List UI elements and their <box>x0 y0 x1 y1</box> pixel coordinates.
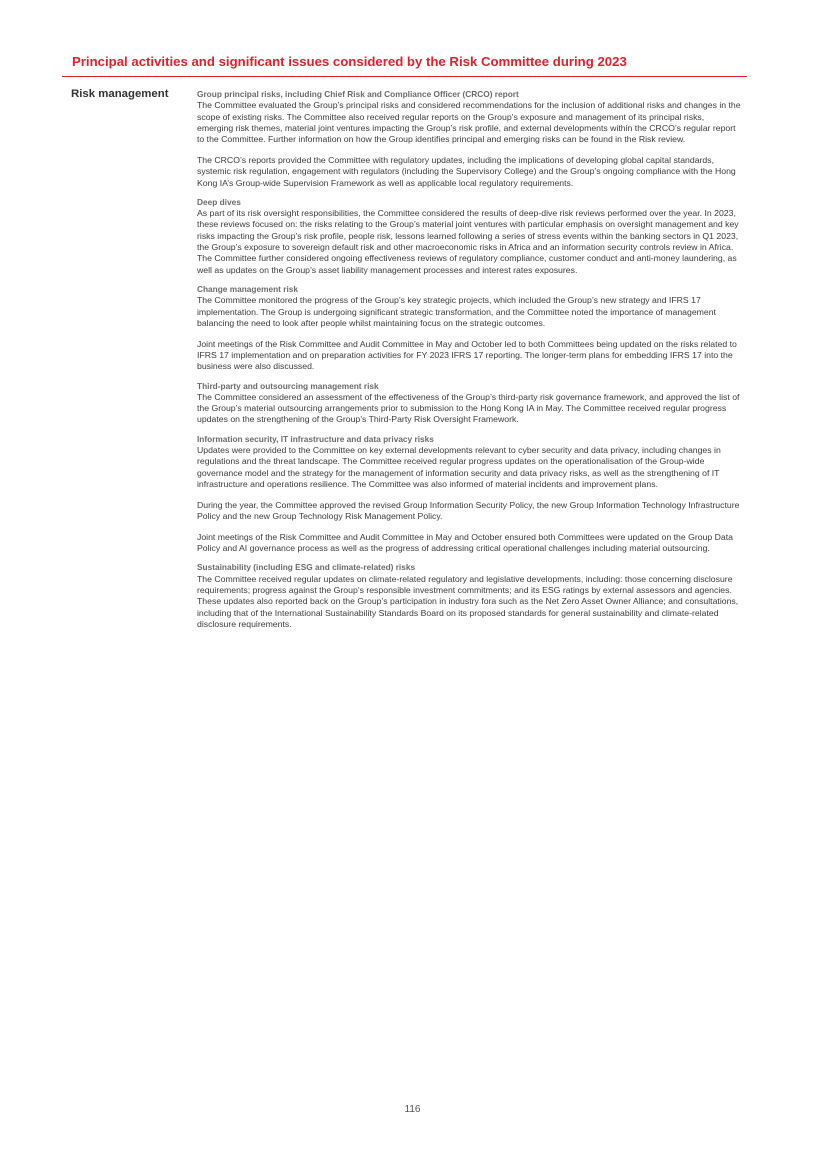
row-label-risk-management: Risk management <box>71 88 169 100</box>
section-information-security <box>197 434 742 555</box>
section-paragraph: Updates were provided to the Committee on key external developments relevant to cyber security and data privacy, including changes in regulations and the threat landscape. The Committee received regular progress updates on the operationalisation of the Group-wide governance model and the strategy for the management of information security and data privacy risks, as well as the strengthening of IT infrastructure and operations resilience. The Committee was also informed of material incidents and improvement plans. <box>197 445 721 489</box>
section-heading: Group principal risks, including Chief Risk and Compliance Officer (CRCO) report <box>197 89 519 99</box>
section-heading: Information security, IT infrastructure and data privacy risks <box>197 433 434 444</box>
title-divider <box>62 76 747 77</box>
section-paragraph: Joint meetings of the Risk Committee and Audit Committee in May and October ensured both Committees were updated on the Group Data Policy and AI governance process as well as the progress of addressing critical operational challenges including material outsourcing. <box>197 531 734 554</box>
section-paragraph: The Committee considered an assessment of the effectiveness of the Group’s third-party risk governance framework, and approved the list of the Group’s material outsourcing arrangements prior to submission to the Hong Kong IA in May. The Committee received regular progress updates on the strengthening of the Group’s Third-Party Risk Oversight Framework. <box>197 391 740 425</box>
section-heading: Third-party and outsourcing management risk <box>197 380 379 391</box>
section-paragraph: The CRCO’s reports provided the Committee with regulatory updates, including the implications of developing global capital standards, systemic risk regulation, engagement with regulators (including the Supervisory College) and the Group’s ongoing compliance with the Hong Kong IA’s Group-wide Supervision Framework as well as applicable local regulatory requirements. <box>197 154 736 188</box>
section-paragraph: Joint meetings of the Risk Committee and Audit Committee in May and October led to both Committees being updated on the risks related to IFRS 17 implementation and on preparation activities for FY 2023 IFRS 17 reporting. The longer-term plans for embedding IFRS 17 into the business were also discussed. <box>197 338 737 372</box>
section-paragraph: The Committee evaluated the Group’s principal risks and considered recommendations for the inclusion of additional risks and changes in the scope of existing risks. The Committee also received regular reports on the Group’s exposure and management of its principal risks, emerging risk themes, material joint ventures impacting the Group’s risk profile, and external developments within the CRCO’s regular report to the Committee. Further information on how the Group identifies principal and emerging risks can be found in the Risk review. <box>197 100 741 145</box>
section-change-management <box>197 284 742 373</box>
section-paragraph: The Committee monitored the progress of the Group’s key strategic projects, which included the Group’s new strategy and IFRS 17 implementation. The Group is undergoing significant strategic transformation, and the Committee noted the importance of management balancing the need to look after people whilst maintaining focus on the strategic outcomes. <box>197 295 716 328</box>
section-principal-risks <box>197 89 742 189</box>
content-column <box>197 89 742 638</box>
section-paragraph: As part of its risk oversight responsibilities, the Committee considered the results of deep-dive risk reviews performed over the year. In 2023, these reviews focused on: the risks relating to the Group’s material joint ventures with particular emphasis on oversight management and key risks impacting the Group’s risk profile, people risk, lessons learned following a series of stress events within the banking sectors in Q1 2023, the Group’s exposure to sovereign default risk and other macroeconomic risks in Africa and an information security controls review in Africa. The Committee further considered ongoing effectiveness reviews of regulatory compliance, customer conduct and anti-money laundering, as well as updates on the Group’s asset liability management processes and interest rates exposures. <box>197 208 739 275</box>
section-third-party <box>197 381 742 426</box>
section-heading: Sustainability (including ESG and climate-related) risks <box>197 562 416 573</box>
page-title: Principal activities and significant issues considered by the Risk Committee during 2023 <box>72 54 627 69</box>
page-number: 116 <box>404 1104 421 1115</box>
section-heading: Deep dives <box>197 196 241 207</box>
section-heading: Change management risk <box>197 283 298 294</box>
section-paragraph: The Committee received regular updates on climate-related regulatory and legislative developments, including: those concerning disclosure requirements; progress against the Group’s responsible investment commitments; and its ESG ratings by external assessors and agencies. These updates also reported back on the Group’s participation in industry fora such as the Net Zero Asset Owner Alliance; and consultations, including that of the International Sustainability Standards Board on its proposed standards for general sustainability and climate-related disclosure requirements. <box>197 573 739 629</box>
section-deep-dives <box>197 197 742 276</box>
section-sustainability <box>197 562 742 630</box>
section-paragraph: During the year, the Committee approved the revised Group Information Security Policy, the new Group Information Technology Infrastructure Policy and the new Group Technology Risk Management Policy. <box>197 499 740 521</box>
